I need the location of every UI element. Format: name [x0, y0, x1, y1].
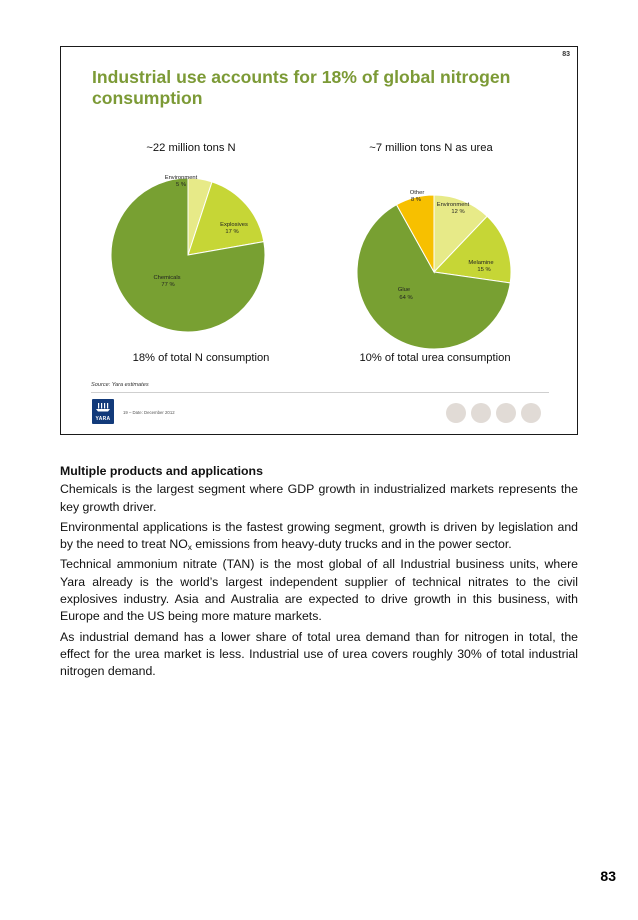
nav-dot [446, 403, 466, 423]
pie-charts [61, 47, 578, 435]
nox-subscript: x [187, 543, 192, 553]
slice-value-environment: 5 % [176, 182, 186, 188]
section-heading: Multiple products and applications [60, 464, 263, 478]
chart-1-title: ~22 million tons N [146, 142, 236, 154]
source-note: Source: Yara estimates [91, 382, 149, 388]
chart-2-title: ~7 million tons N as urea [369, 142, 493, 154]
body-text [60, 463, 578, 684]
slice-label-environment: Environment [164, 175, 198, 181]
slice-value-chemicals: 77 % [161, 282, 175, 288]
slice-label-explosives: Explosives [220, 222, 248, 228]
slice-label-environment: Environment [436, 202, 470, 208]
slice-label-glue: Glue [397, 287, 411, 293]
slice-value-other: 8 % [411, 197, 421, 203]
slice-value-environment: 12 % [451, 209, 465, 215]
slice-value-glue: 64 % [399, 295, 413, 301]
slice-value-explosives: 17 % [225, 229, 239, 235]
slice-label-other: Other [409, 190, 425, 196]
pie-chart-nitrogen [111, 175, 265, 332]
navigation-dots [446, 403, 541, 423]
paragraph-tan: Technical ammonium nitrate (TAN) is the most global of all Industrial business units, where Yara already is the world’s largest independent supplier of technical nitrates to the civil explosives industry. Asia and Australia are expected to drive growth in this business, with Europe and the US being more mature markets. [60, 557, 578, 624]
paragraph-environmental-part1: Environmental applications is the fastest growing segment, growth is driven by legislation and by the need to treat NO [60, 519, 578, 552]
chart-2-caption: 10% of total urea consumption [359, 352, 511, 364]
page-number: 83 [600, 868, 616, 884]
logo-text: YARA [95, 416, 111, 422]
nav-dot [496, 403, 516, 423]
paragraph-urea: As industrial demand has a lower share of total urea demand than for nitrogen in total, the effect for the urea market is less. Industrial use of urea covers roughly 30% of total industrial nitrogen demand. [60, 629, 578, 679]
pie-chart-urea [357, 190, 511, 349]
nav-dot [521, 403, 541, 423]
footer-date: 19 – Date: December 2012 [123, 410, 175, 415]
paragraph-environmental [60, 519, 578, 554]
yara-logo [92, 399, 114, 424]
slide-number: 83 [562, 51, 570, 58]
slice-label-melamine: Melamine [468, 260, 494, 266]
paragraph-environmental-part2: emissions from heavy-duty trucks and in the power sector. [191, 537, 512, 552]
slice-label-chemicals: Chemicals [153, 275, 181, 281]
viking-ship-icon [95, 402, 111, 412]
chart-1-caption: 18% of total N consumption [132, 352, 270, 364]
footer-divider [91, 392, 549, 393]
paragraph-chemicals: Chemicals is the largest segment where GDP growth in industrialized markets represents the key growth driver. [60, 482, 578, 514]
slide-title: Industrial use accounts for 18% of global nitrogen consumption [92, 67, 511, 108]
nav-dot [471, 403, 491, 423]
slice-value-melamine: 15 % [477, 267, 491, 273]
presentation-slide [60, 46, 578, 435]
